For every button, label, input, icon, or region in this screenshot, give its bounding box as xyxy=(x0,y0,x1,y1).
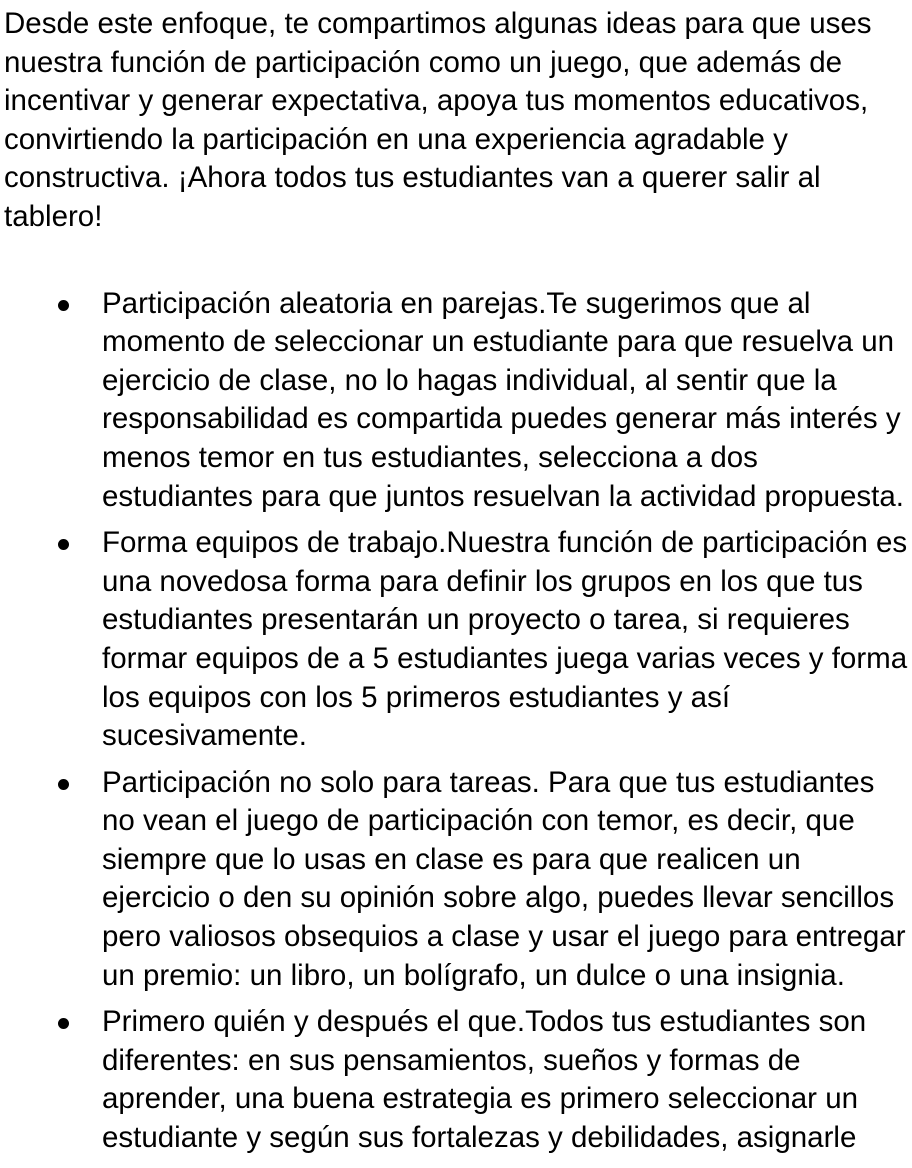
bullet-icon xyxy=(58,1018,69,1029)
text-line: estudiantes presentarán un proyecto o tarea, si requieres xyxy=(102,603,850,637)
text-line: responsabilidad es compartida puedes generar más interés y xyxy=(102,402,901,436)
text-line: siempre que lo usas en clase es para que realicen un xyxy=(102,842,801,876)
text-line: nuestra función de participación como un juego, que además de xyxy=(4,45,843,79)
intro-paragraph xyxy=(4,5,912,237)
list-item-text xyxy=(102,524,912,756)
text-line: incentivar y generar expectativa, apoya tus momentos educativos, xyxy=(4,84,869,118)
bullet-icon xyxy=(58,539,69,550)
text-line: Forma equipos de trabajo.Nuestra función de participación es xyxy=(102,526,908,560)
list-item-primero-quien xyxy=(4,1003,912,1157)
text-line: Desde este enfoque, te compartimos algunas ideas para que uses xyxy=(4,7,872,40)
list-item-text xyxy=(102,764,912,996)
text-line: Participación no solo para tareas. Para que tus estudiantes xyxy=(102,765,875,799)
text-line: estudiante y según sus fortalezas y debilidades, asignarle xyxy=(102,1121,857,1155)
text-line: ejercicio o den su opinión sobre algo, puedes llevar sencillos xyxy=(102,881,895,915)
text-line: momento de seleccionar un estudiante para que resuelva un xyxy=(102,325,895,359)
text-line: estudiantes para que juntos resuelvan la actividad propuesta. xyxy=(102,479,904,513)
text-line: los equipos con los 5 primeros estudiantes y así xyxy=(102,680,731,714)
text-line: convirtiendo la participación en una experiencia agradable y xyxy=(4,122,788,156)
text-line: formar equipos de a 5 estudiantes juega varias veces y forma xyxy=(102,641,908,675)
text-line: pero valiosos obsequios a clase y usar el juego para entregar xyxy=(102,920,906,954)
text-line: un premio: un libro, un bolígrafo, un dulce o una insignia. xyxy=(102,958,845,992)
text-line: ejercicio de clase, no lo hagas individual, al sentir que la xyxy=(102,363,837,397)
text-line: Primero quién y después el que.Todos tus estudiantes son xyxy=(102,1005,867,1039)
list-item-participacion-no-solo-tareas xyxy=(4,764,912,996)
bullet-list xyxy=(4,285,912,1158)
text-line: sucesivamente. xyxy=(102,719,307,753)
bullet-icon xyxy=(58,300,69,311)
list-item-forma-equipos xyxy=(4,524,912,756)
list-item-participacion-aleatoria xyxy=(4,285,912,517)
text-line: no vean el juego de participación con temor, es decir, que xyxy=(102,804,855,838)
text-line: menos temor en tus estudiantes, selecciona a dos xyxy=(102,440,758,474)
text-line: una novedosa forma para definir los grupos en los que tus xyxy=(102,564,863,598)
list-item-text xyxy=(102,285,912,517)
bullet-icon xyxy=(58,779,69,790)
text-line: aprender, una buena estrategia es primero seleccionar un xyxy=(102,1082,859,1116)
text-line: diferentes: en sus pensamientos, sueños y formas de xyxy=(102,1043,801,1077)
list-item-text xyxy=(102,1003,912,1157)
text-line: constructiva. ¡Ahora todos tus estudiantes van a querer salir al xyxy=(4,161,821,195)
text-line: Participación aleatoria en parejas.Te sugerimos que al xyxy=(102,286,811,320)
text-line: tablero! xyxy=(4,199,103,233)
